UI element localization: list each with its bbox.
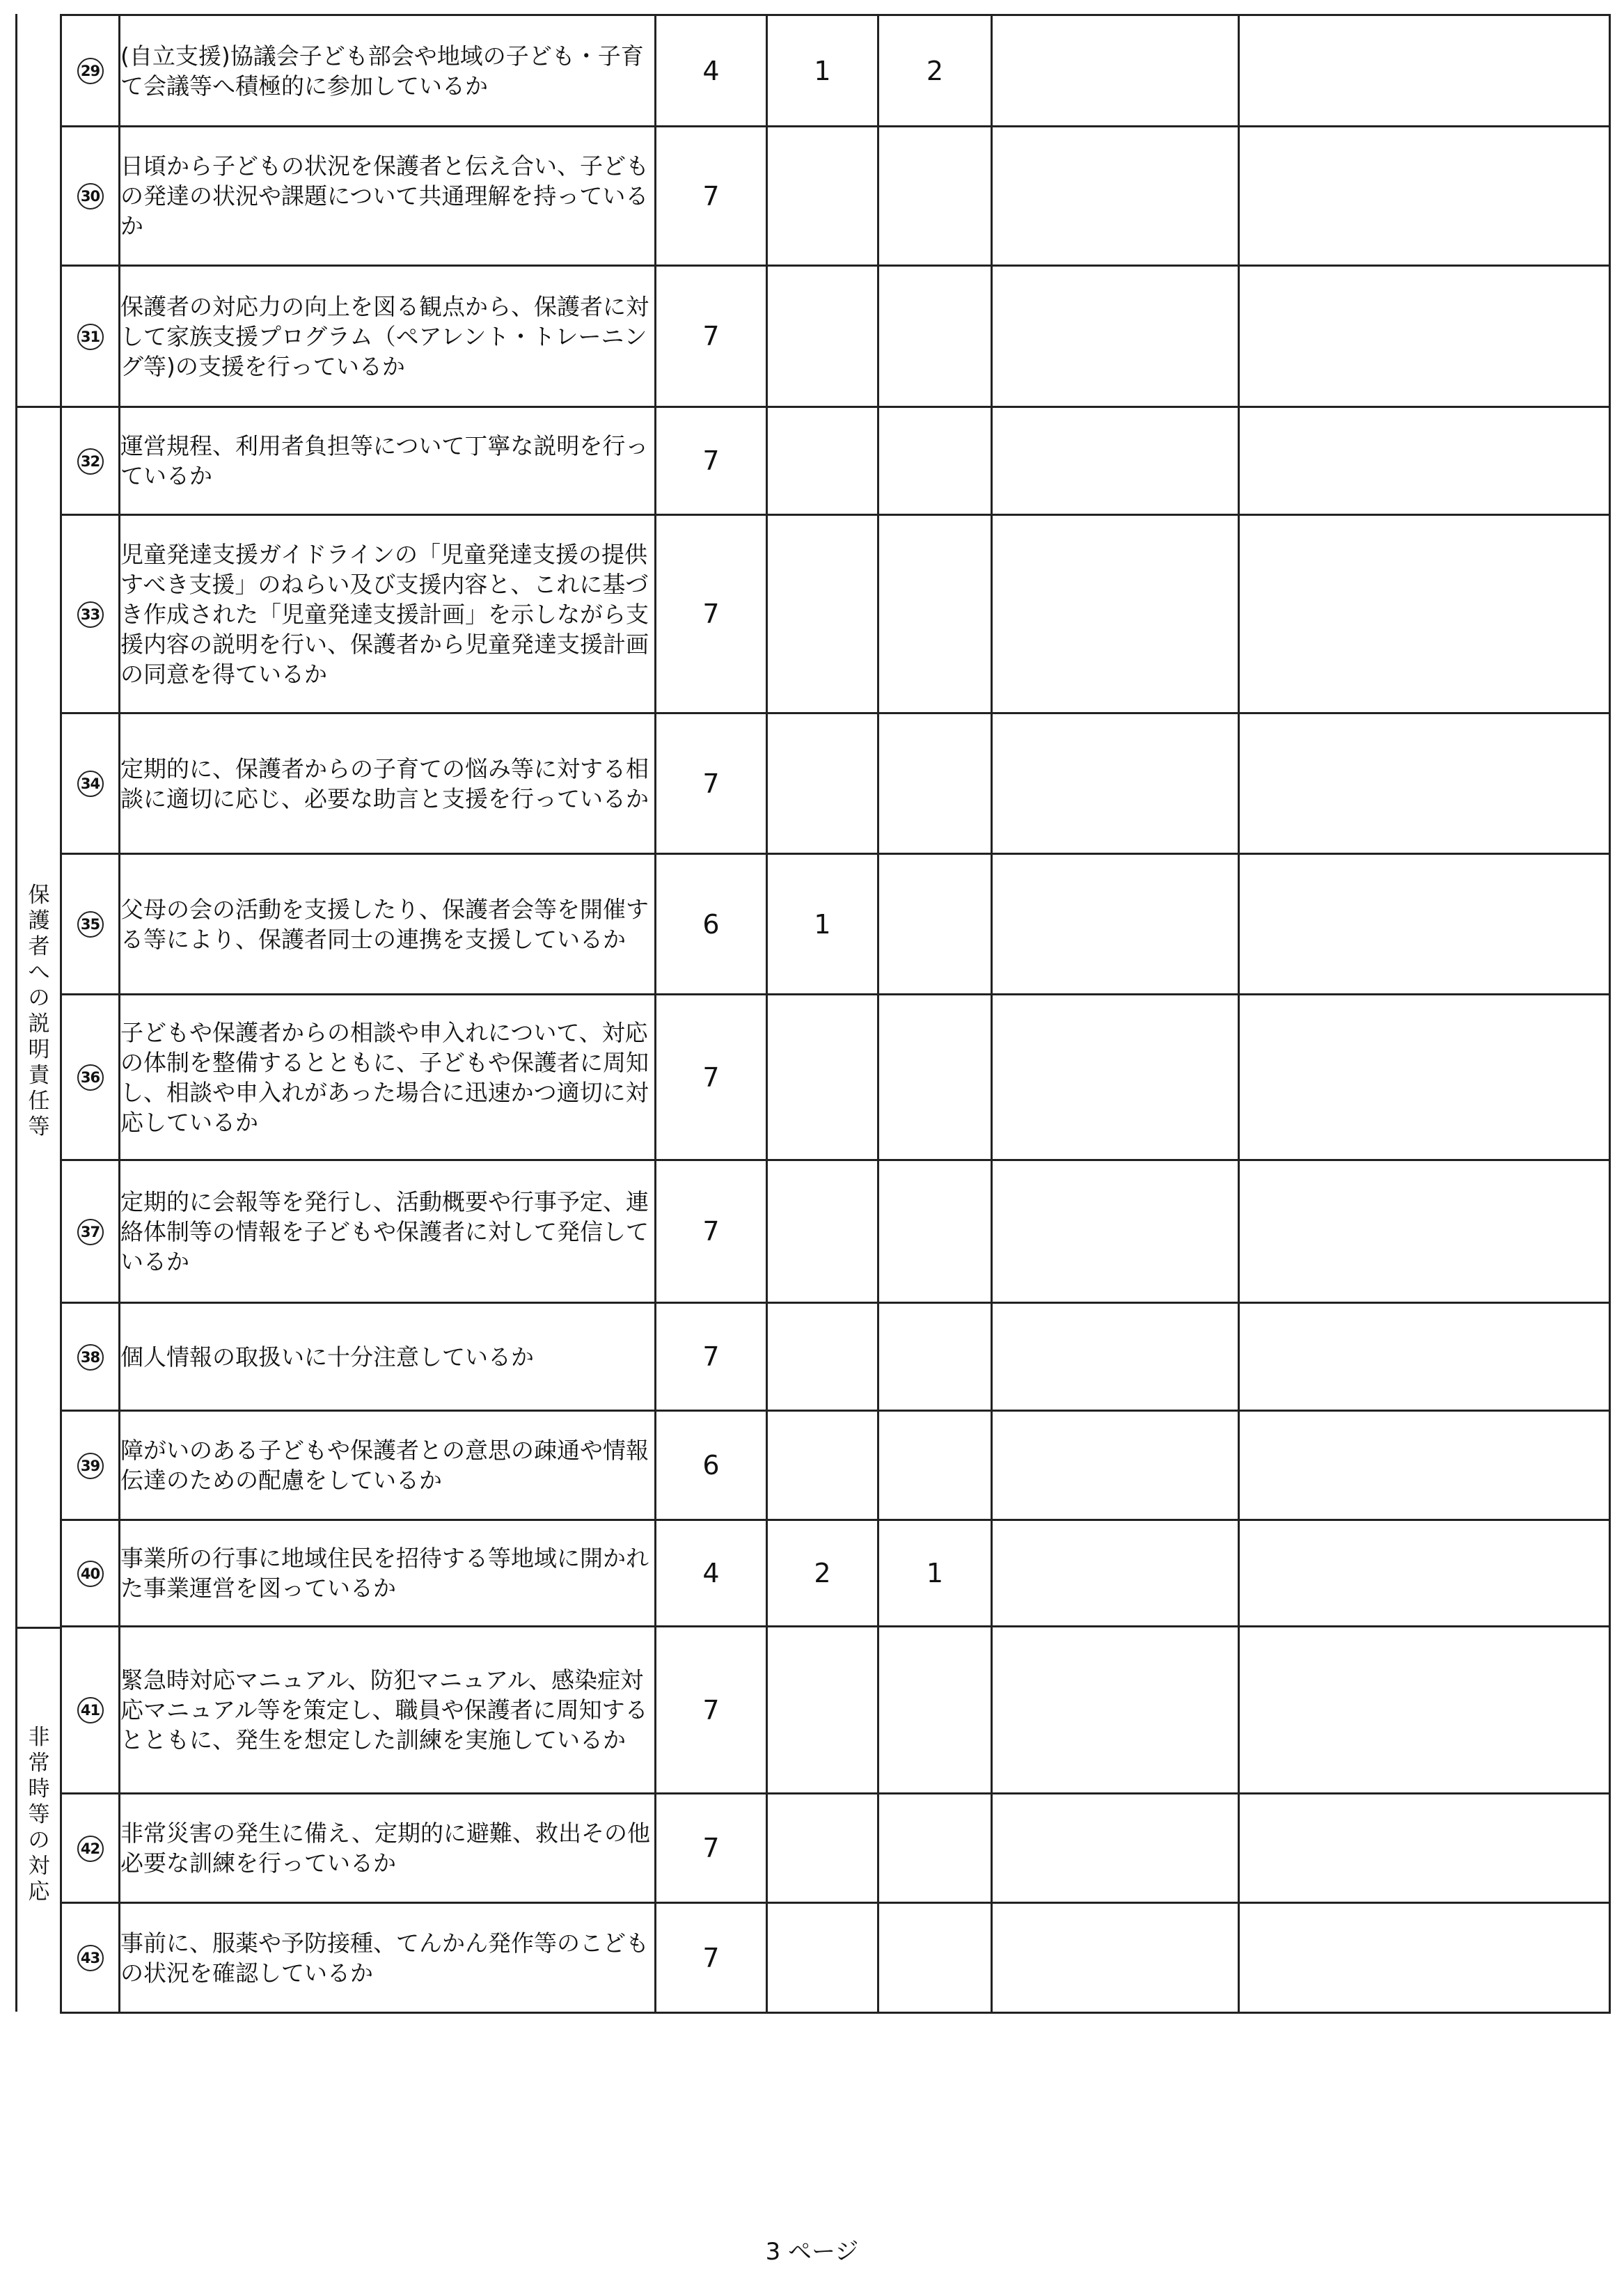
count-cell-2: 2: [767, 1520, 878, 1627]
comment-cell: [992, 1627, 1239, 1794]
row-number: 38: [77, 1344, 104, 1371]
count-cell-2: [767, 515, 878, 713]
row-number: 35: [77, 911, 104, 938]
question-cell: 事業所の行事に地域住民を招待する等地域に開かれた事業運営を図っているか: [120, 1520, 656, 1627]
question-cell: 障がいのある子どもや保護者との意思の疎通や情報伝達のための配慮をしているか: [120, 1411, 656, 1520]
comment-cell: [992, 995, 1239, 1160]
improvement-cell: [1239, 713, 1610, 854]
count-cell-1: 7: [656, 1303, 767, 1411]
row-number-cell: [61, 127, 120, 266]
comment-cell: [992, 1794, 1239, 1903]
count-cell-2: [767, 1794, 878, 1903]
count-cell-2: [767, 995, 878, 1160]
question-cell: 個人情報の取扱いに十分注意しているか: [120, 1303, 656, 1411]
comment-cell: [992, 127, 1239, 266]
row-number: 30: [77, 183, 104, 210]
question-cell: 日頃から子どもの状況を保護者と伝え合い、子どもの発達の状況や課題について共通理解を持っているか: [120, 127, 656, 266]
table-row: [61, 15, 1610, 127]
count-cell-3: [878, 713, 992, 854]
count-cell-1: 7: [656, 515, 767, 713]
improvement-cell: [1239, 407, 1610, 515]
table-row: [61, 1903, 1610, 2013]
count-cell-1: 6: [656, 1411, 767, 1520]
row-number: 32: [77, 448, 104, 475]
row-number-cell: [61, 713, 120, 854]
table-row: [61, 1160, 1610, 1303]
category-label-emergency: 非常時等の対応: [28, 1725, 50, 1904]
count-cell-2: [767, 127, 878, 266]
improvement-cell: [1239, 854, 1610, 995]
row-number-cell: [61, 15, 120, 127]
row-number: 37: [77, 1219, 104, 1245]
count-cell-3: [878, 1627, 992, 1794]
count-cell-3: [878, 266, 992, 407]
count-cell-1: 7: [656, 1627, 767, 1794]
question-cell: 児童発達支援ガイドラインの「児童発達支援の提供すべき支援」のねらい及び支援内容と、これに基づき作成された「児童発達支援計画」を示しながら支援内容の説明を行い、保護者から児童発達支援計画の同意を得ているか: [120, 515, 656, 713]
count-cell-3: [878, 854, 992, 995]
count-cell-3: 2: [878, 15, 992, 127]
row-number: 43: [77, 1945, 104, 1971]
table-row: [61, 1794, 1610, 1903]
count-cell-1: 4: [656, 1520, 767, 1627]
row-number-cell: [61, 854, 120, 995]
row-number: 42: [77, 1836, 104, 1862]
improvement-cell: [1239, 266, 1610, 407]
row-number-cell: [61, 407, 120, 515]
comment-cell: [992, 15, 1239, 127]
improvement-cell: [1239, 1903, 1610, 2013]
improvement-cell: [1239, 995, 1610, 1160]
comment-cell: [992, 515, 1239, 713]
question-cell: 緊急時対応マニュアル、防犯マニュアル、感染症対応マニュアル等を策定し、職員や保護者に周知するとともに、発生を想定した訓練を実施しているか: [120, 1627, 656, 1794]
row-number-cell: [61, 1303, 120, 1411]
row-number-cell: [61, 995, 120, 1160]
row-number-cell: [61, 1160, 120, 1303]
table-row: [61, 1627, 1610, 1794]
count-cell-2: [767, 1903, 878, 2013]
question-cell: 非常災害の発生に備え、定期的に避難、救出その他必要な訓練を行っているか: [120, 1794, 656, 1903]
improvement-cell: [1239, 1411, 1610, 1520]
question-cell: 事前に、服薬や予防接種、てんかん発作等のこどもの状況を確認しているか: [120, 1903, 656, 2013]
count-cell-1: 7: [656, 995, 767, 1160]
category-divider-1: [15, 406, 60, 408]
count-cell-2: 1: [767, 854, 878, 995]
count-cell-2: [767, 1303, 878, 1411]
category-label-explanation: 保護者への説明責任等: [28, 883, 50, 1139]
row-number-cell: [61, 266, 120, 407]
count-cell-1: 6: [656, 854, 767, 995]
count-cell-3: [878, 407, 992, 515]
count-cell-2: [767, 266, 878, 407]
count-cell-2: 1: [767, 15, 878, 127]
comment-cell: [992, 1303, 1239, 1411]
improvement-cell: [1239, 1794, 1610, 1903]
count-cell-1: 7: [656, 407, 767, 515]
count-cell-3: [878, 515, 992, 713]
question-cell: 父母の会の活動を支援したり、保護者会等を開催する等により、保護者同士の連携を支援しているか: [120, 854, 656, 995]
count-cell-1: 7: [656, 127, 767, 266]
table-row: [61, 1303, 1610, 1411]
count-cell-3: [878, 1303, 992, 1411]
count-cell-2: [767, 1627, 878, 1794]
count-cell-2: [767, 1160, 878, 1303]
table-row: [61, 1411, 1610, 1520]
count-cell-1: 7: [656, 1903, 767, 2013]
comment-cell: [992, 1520, 1239, 1627]
question-cell: (自立支援)協議会子ども部会や地域の子ども・子育て会議等へ積極的に参加しているか: [120, 15, 656, 127]
improvement-cell: [1239, 1303, 1610, 1411]
evaluation-table: [60, 14, 1611, 2014]
count-cell-1: 7: [656, 1794, 767, 1903]
comment-cell: [992, 854, 1239, 995]
comment-cell: [992, 266, 1239, 407]
table-row: [61, 854, 1610, 995]
improvement-cell: [1239, 515, 1610, 713]
question-cell: 運営規程、利用者負担等について丁寧な説明を行っているか: [120, 407, 656, 515]
row-number-cell: [61, 515, 120, 713]
row-number: 29: [77, 58, 104, 84]
count-cell-3: [878, 1411, 992, 1520]
table-row: [61, 713, 1610, 854]
row-number: 31: [77, 324, 104, 350]
improvement-cell: [1239, 127, 1610, 266]
row-number: 40: [77, 1561, 104, 1587]
row-number-cell: [61, 1627, 120, 1794]
category-divider-2: [15, 1627, 60, 1629]
table-row: [61, 1520, 1610, 1627]
question-cell: 定期的に会報等を発行し、活動概要や行事予定、連絡体制等の情報を子どもや保護者に対して発信しているか: [120, 1160, 656, 1303]
table-row: [61, 266, 1610, 407]
comment-cell: [992, 1411, 1239, 1520]
question-cell: 子どもや保護者からの相談や申入れについて、対応の体制を整備するとともに、子どもや保護者に周知し、相談や申入れがあった場合に迅速かつ適切に対応しているか: [120, 995, 656, 1160]
count-cell-1: 7: [656, 266, 767, 407]
table-row: [61, 407, 1610, 515]
table-row: [61, 515, 1610, 713]
improvement-cell: [1239, 1627, 1610, 1794]
row-number-cell: [61, 1903, 120, 2013]
question-cell: 定期的に、保護者からの子育ての悩み等に対する相談に適切に応じ、必要な助言と支援を行っているか: [120, 713, 656, 854]
table-row: [61, 127, 1610, 266]
count-cell-3: [878, 127, 992, 266]
row-number: 33: [77, 601, 104, 628]
count-cell-1: 7: [656, 1160, 767, 1303]
comment-cell: [992, 713, 1239, 854]
page-number: 3 ページ: [765, 2238, 859, 2266]
count-cell-2: [767, 407, 878, 515]
count-cell-2: [767, 1411, 878, 1520]
table-row: [61, 995, 1610, 1160]
category-frame-left: [15, 14, 17, 2012]
comment-cell: [992, 407, 1239, 515]
count-cell-3: [878, 1903, 992, 2013]
row-number: 34: [77, 771, 104, 797]
count-cell-3: 1: [878, 1520, 992, 1627]
comment-cell: [992, 1160, 1239, 1303]
row-number: 41: [77, 1697, 104, 1723]
row-number-cell: [61, 1520, 120, 1627]
question-cell: 保護者の対応力の向上を図る観点から、保護者に対して家族支援プログラム（ペアレント・トレーニング等)の支援を行っているか: [120, 266, 656, 407]
row-number-cell: [61, 1411, 120, 1520]
row-number-cell: [61, 1794, 120, 1903]
improvement-cell: [1239, 15, 1610, 127]
count-cell-1: 4: [656, 15, 767, 127]
improvement-cell: [1239, 1520, 1610, 1627]
count-cell-3: [878, 1160, 992, 1303]
row-number: 39: [77, 1453, 104, 1479]
count-cell-3: [878, 995, 992, 1160]
comment-cell: [992, 1903, 1239, 2013]
improvement-cell: [1239, 1160, 1610, 1303]
count-cell-1: 7: [656, 713, 767, 854]
count-cell-2: [767, 713, 878, 854]
count-cell-3: [878, 1794, 992, 1903]
row-number: 36: [77, 1064, 104, 1091]
